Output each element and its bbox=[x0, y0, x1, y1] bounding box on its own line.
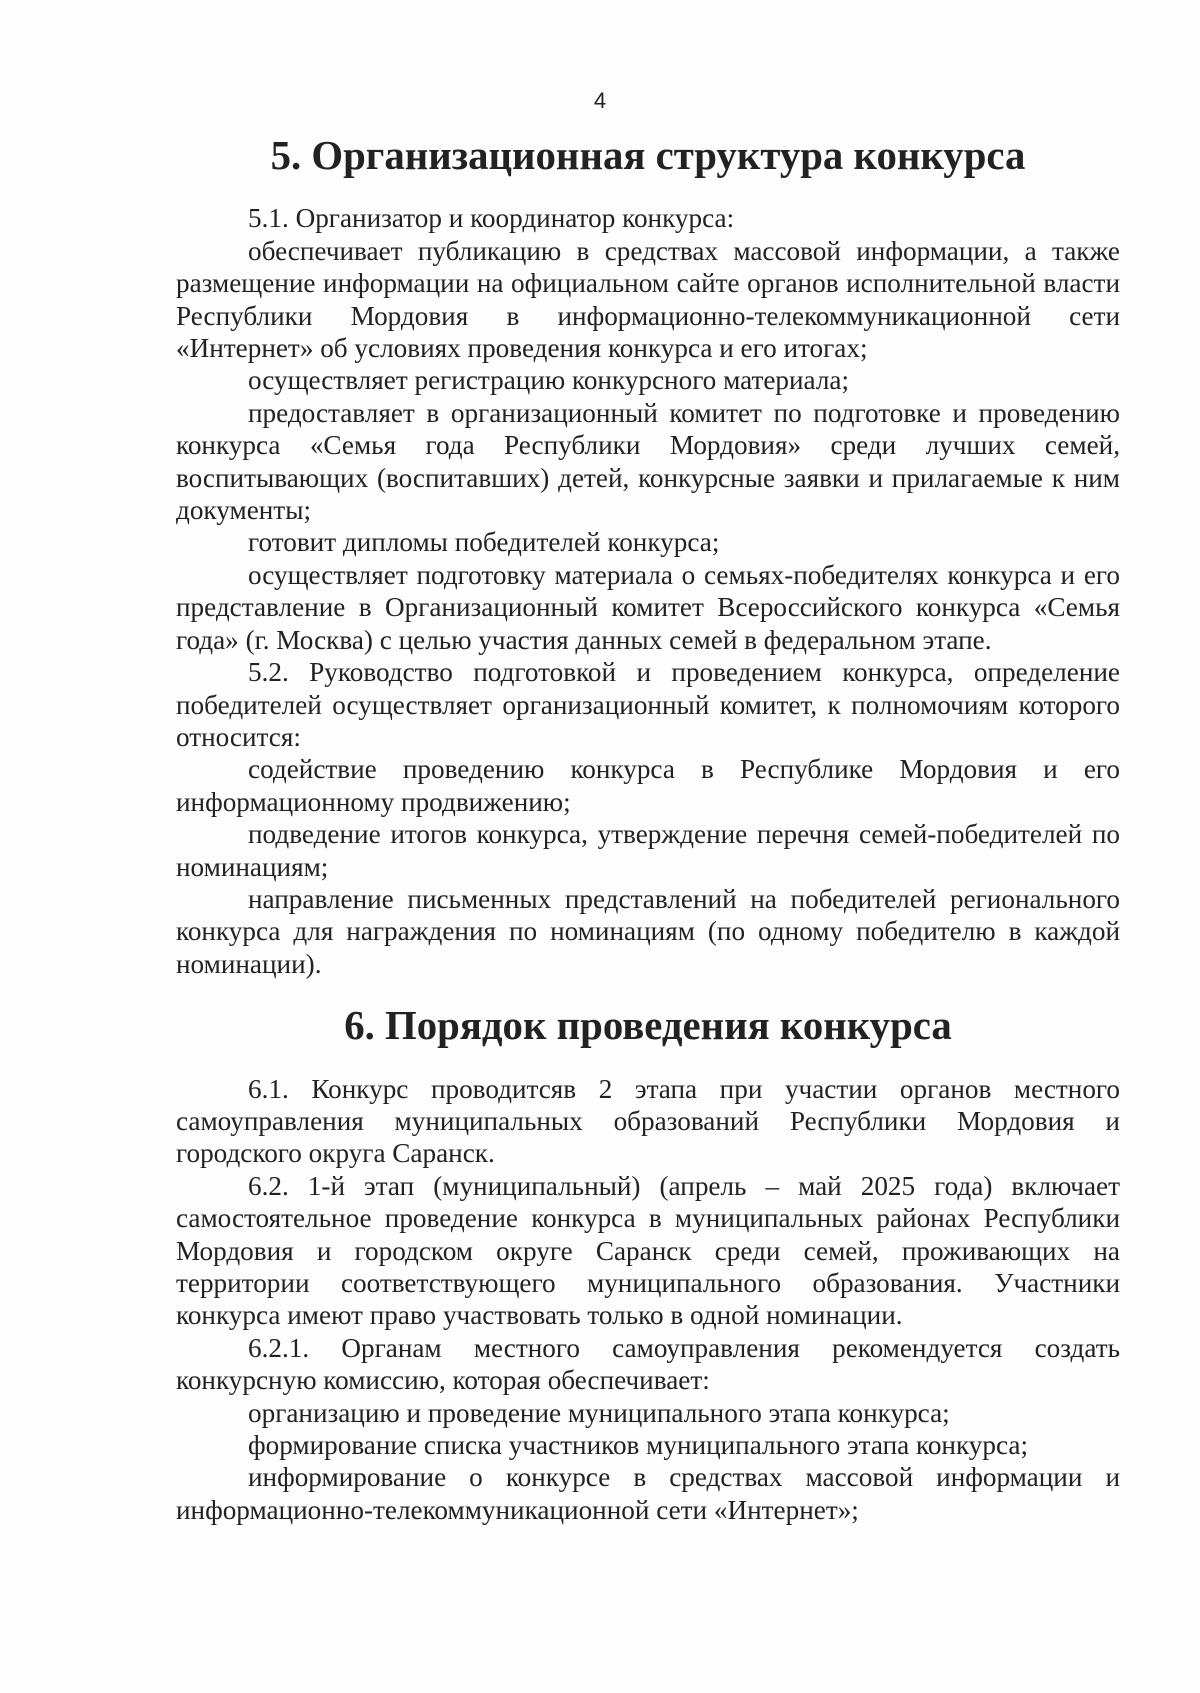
document-body bbox=[176, 133, 1120, 1526]
section-6-heading: 6. Порядок проведения конкурса bbox=[344, 1003, 952, 1049]
paragraph: осуществляет подготовку материала о семьях-победителях конкурса и его представление в Организационный комитет Всероссийского конкурса «Семья года» (г. Москва) с целью участия данных семей в федеральном этапе. bbox=[176, 559, 1120, 655]
paragraph: содействие проведению конкурса в Республике Мордовия и его информационному продвижению; bbox=[176, 754, 1120, 817]
paragraph: осуществляет регистрацию конкурсного материала; bbox=[248, 365, 850, 396]
paragraph: 6.2. 1-й этап (муниципальный) (апрель – май 2025 года) включает самостоятельное проведение конкурса в муниципальных районах Республики Мордовия и городском округе Саранск среди семей, проживающих на территории соответствующего муниципального образования. Участники конкурса имеют право участвовать только в одной номинации. bbox=[176, 1170, 1120, 1331]
paragraph: направление письменных представлений на победителей регионального конкурса для награждения по номинациям (по одному победителю в каждой номинации). bbox=[176, 883, 1120, 979]
paragraph: готовит дипломы победителей конкурса; bbox=[248, 527, 720, 558]
paragraph: 5.2. Руководство подготовкой и проведением конкурса, определение победителей осуществляет организационный комитет, к полномочиям которого относится: bbox=[176, 657, 1120, 752]
section-5-heading: 5. Организационная структура конкурса bbox=[270, 133, 1026, 178]
page-number: 4 bbox=[593, 88, 607, 113]
paragraph: обеспечивает публикацию в средствах массовой информации, а также размещение информации на официальном сайте органов исполнительной власти Республики Мордовия в информационно-телекоммуникационной сети «Интернет» об условиях проведения конкурса и его итогах; bbox=[176, 235, 1120, 364]
paragraph: 5.1. Организатор и координатор конкурса: bbox=[248, 203, 735, 234]
paragraph: информирование о конкурсе в средствах массовой информации и информационно-телекоммуникационной сети «Интернет»; bbox=[176, 1462, 1120, 1525]
paragraph: формирование списка участников муниципального этапа конкурса; bbox=[248, 1430, 1029, 1461]
paragraph: 6.2.1. Органам местного самоуправления рекомендуется создать конкурсную комиссию, которая обеспечивает: bbox=[176, 1332, 1120, 1396]
paragraph: организацию и проведение муниципального этапа конкурса; bbox=[248, 1397, 950, 1428]
paragraph: предоставляет в организационный комитет по подготовке и проведению конкурса «Семья года Республики Мордовия» среди лучших семей, воспитывающих (воспитавших) детей, конкурсные заявки и прилагаемые к ним документы; bbox=[176, 397, 1120, 526]
paragraph: подведение итогов конкурса, утверждение перечня семей-победителей по номинациям; bbox=[176, 819, 1120, 882]
paragraph: 6.1. Конкурс проводитсяв 2 этапа при участии органов местного самоуправления муниципальных образований Республики Мордовия и городского округа Саранск. bbox=[176, 1073, 1120, 1169]
